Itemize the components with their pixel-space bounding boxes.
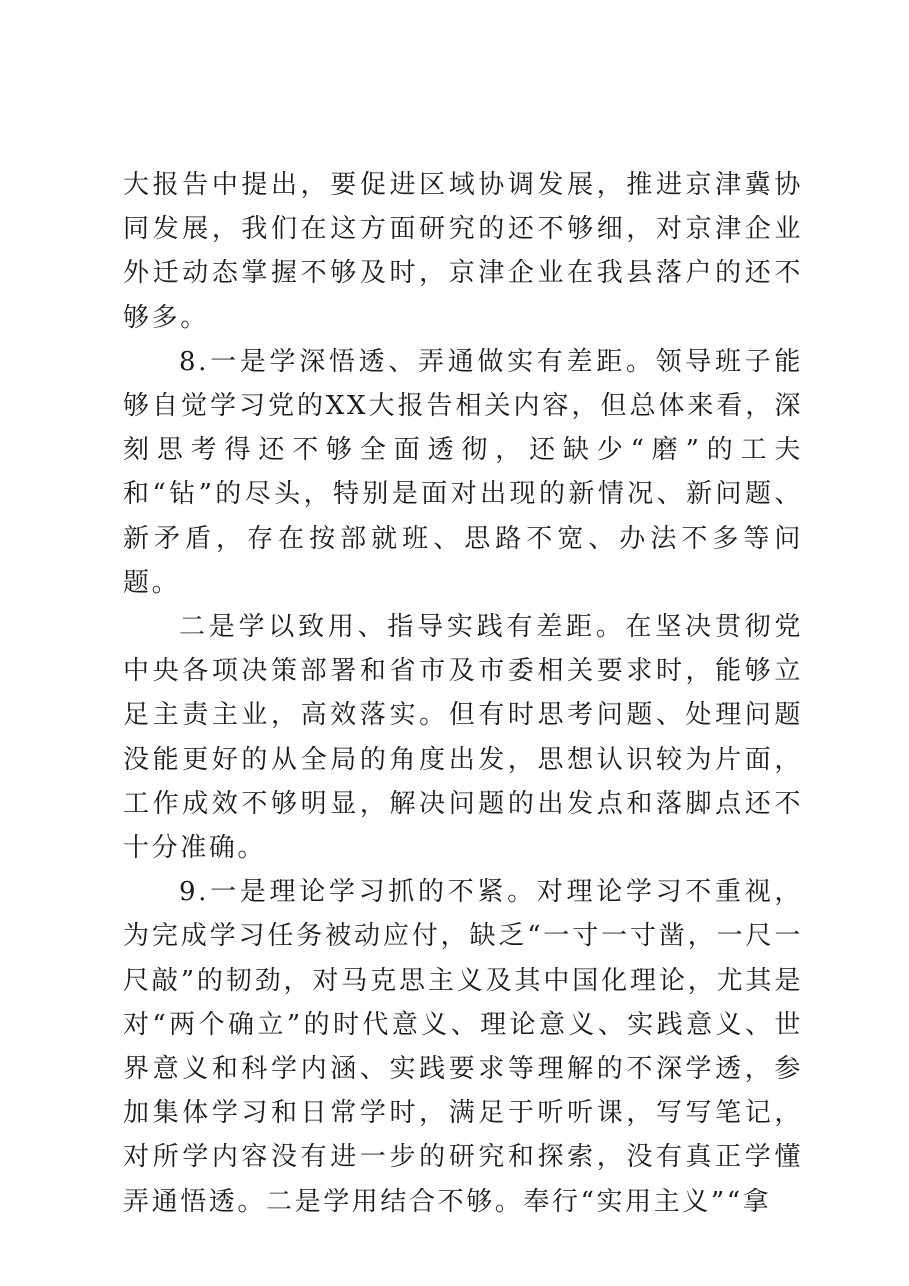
paragraph-item-8: 8.一是学深悟透、弄通做实有差距。领导班子能够自觉学习党的XX大报告相关内容，但总体来看，深刻思考得还不够全面透彻，还缺少“磨”的工夫和“钻”的尽头，特别是面对出现的新情况、新问题、新矛盾，存在按部就班、思路不宽、办法不多等问题。 <box>123 346 803 598</box>
paragraph-item-8-part-2: 二是学以致用、指导实践有差距。在坚决贯彻党中央各项决策部署和省市及市委相关要求时，能够立足主责主业，高效落实。但有时思考问题、处理问题没能更好的从全局的角度出发，思想认识较为片面，工作成效不够明显，解决问题的出发点和落脚点还不十分准确。 <box>123 612 803 864</box>
document-body <box>123 163 803 1224</box>
paragraph-continuation: 大报告中提出，要促进区域协调发展，推进京津冀协同发展，我们在这方面研究的还不够细，对京津企业外迁动态掌握不够及时，京津企业在我县落户的还不够多。 <box>123 170 803 333</box>
paragraph-item-9: 9.一是理论学习抓的不紧。对理论学习不重视，为完成学习任务被动应付，缺乏“一寸一寸凿，一尺一尺敲”的韧劲，对马克思主义及其中国化理论，尤其是对“两个确立”的时代意义、理论意义、实践意义、世界意义和科学内涵、实践要求等理解的不深学透，参加集体学习和日常学时，满足于听听课，写写笔记，对所学内容没有进一步的研究和探索，没有真正学懂弄通悟透。二是学用结合不够。奉行“实用主义”“拿 <box>123 877 803 1217</box>
